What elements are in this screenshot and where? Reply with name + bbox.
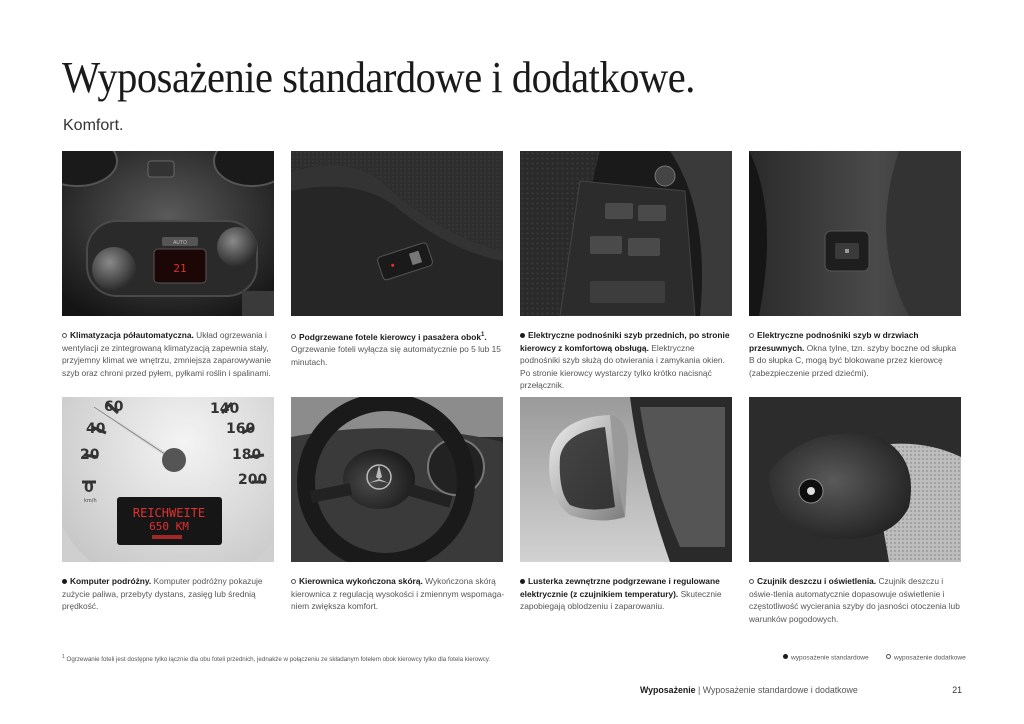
optional-marker-icon — [749, 333, 754, 338]
caption-front-windows — [520, 329, 734, 392]
caption-rain-sensor — [749, 575, 963, 625]
caption-title: Klimatyzacja półautomatyczna. — [70, 330, 194, 340]
caption-title: Kierownica wykończona skórą. — [299, 576, 423, 586]
climate-readout: 21 — [173, 262, 187, 275]
footer-subsection: Wyposażenie standardowe i dodatkowe — [702, 685, 858, 695]
trip-display-line2: 650 KM — [149, 520, 189, 533]
page-subtitle: Komfort. — [63, 117, 124, 134]
caption-trip-computer — [62, 575, 276, 613]
gauge-tick-label: 140 — [210, 401, 240, 417]
page-number: 21 — [952, 685, 962, 695]
caption-climate — [62, 329, 276, 379]
photo-seat-heating — [291, 151, 503, 316]
caption-title: Czujnik deszczu i oświetlenia. — [757, 576, 877, 586]
footer-section: Wyposażenie — [640, 685, 696, 695]
gauge-tick-label: 200 — [238, 472, 268, 488]
caption-title: Komputer podróżny. — [70, 576, 152, 586]
optional-marker-icon — [291, 334, 296, 339]
legend-optional: wyposażenie dodatkowe — [886, 654, 966, 662]
caption-title: Lusterka zewnętrzne podgrzewane i regulowane elektrycznie (z czujnikiem temperatury). — [520, 576, 720, 599]
standard-marker-icon — [520, 333, 525, 338]
footer-separator: | — [698, 685, 701, 695]
gauge-tick-label: 60 — [104, 399, 124, 415]
caption-text: Okna tylne, tzn. szyby boczne od słupka B do słupka C, mogą być blokowane przez kierowcę (zabezpieczenie przed dziećmi). — [749, 342, 957, 378]
caption-text: Układ ogrzewania i wentylacji ze zintegrowaną klimatyzacją zapewnia stały, przyjemny klimat we wnętrzu, zmniejsza zaparowywanie szyb oraz chroni przed pyłem, pyłkami roślin i spalinami. — [62, 330, 271, 378]
caption-mirrors — [520, 575, 734, 613]
optional-marker-icon — [749, 579, 754, 584]
gauge-tick-label: 180 — [232, 447, 262, 463]
caption-text: Wykończona skórą kierownica z regulacją wysokości i zmiennym wspomaga-niem zwiększa komfort. — [291, 576, 505, 612]
page-footer — [640, 685, 962, 695]
photo-front-window-switches — [520, 151, 732, 316]
gauge-tick-label: 160 — [226, 421, 256, 437]
standard-marker-icon — [62, 579, 67, 584]
caption-title: Podgrzewane fotele kierowcy i pasażera obok$^1$. — [299, 331, 487, 342]
caption-title: Elektryczne podnośniki szyb w drzwiach przesuwnych. — [749, 330, 919, 353]
caption-text: Ogrzewanie foteli wyłącza się automatycznie po 5 lub 15 minutach. — [291, 344, 501, 367]
caption-steering-wheel — [291, 575, 505, 613]
standard-marker-icon — [783, 654, 788, 659]
caption-sliding-windows — [749, 329, 963, 379]
caption-seat-heating — [291, 329, 505, 369]
optional-marker-icon — [291, 579, 296, 584]
photo-climate-control — [62, 151, 274, 316]
photo-exterior-mirror — [520, 397, 732, 562]
footnote: $^1$ Ogrzewanie foteli jest dostępne tylko łącznie dla obu foteli przednich, jednakże w połączeniu ze składanym fotelem obok kierowcy tylko dla fotela kierowcy. — [62, 654, 491, 664]
caption-text: Komputer podróżny pokazuje zużycie paliwa, przebyty dystans, zasięg lub średnią prędkość. — [62, 576, 263, 612]
gauge-tick-label: 40 — [86, 421, 106, 437]
legend-standard: wyposażenie standardowe — [783, 654, 869, 662]
optional-marker-icon — [886, 654, 891, 659]
standard-marker-icon — [520, 579, 525, 584]
page-title: Wyposażenie standardowe i dodatkowe. — [62, 53, 695, 102]
photo-steering-wheel — [291, 397, 503, 562]
photo-rain-light-sensor — [749, 397, 961, 562]
gauge-tick-label: 0 — [84, 480, 94, 496]
photo-sliding-door-switch — [749, 151, 961, 316]
caption-text: Elektryczne podnośniki szyb służą do otwierania i zamykania okien. Po stronie kierowcy wystarczy tylko krótko nacisnąć przełącznik. — [520, 342, 725, 391]
photo-trip-computer — [62, 397, 274, 562]
trip-display-line1: REICHWEITE — [132, 506, 206, 520]
gauge-tick-label: 20 — [80, 447, 100, 463]
caption-title: Elektryczne podnośniki szyb przednich, po stronie kierowcy z komfortową obsługą. — [520, 330, 730, 353]
climate-auto-label: AUTO — [173, 240, 187, 246]
caption-text: Czujnik deszczu i oświe-tlenia automatycznie dopasowuje oświetlenie i częstotliwość wycierania szyby do jasności otoczenia lub warunków pogodowych. — [749, 576, 960, 624]
optional-marker-icon — [62, 333, 67, 338]
caption-text: Skutecznie zapobiegają oblodzeniu i zaparowaniu. — [520, 588, 722, 612]
gauge-unit: km/h — [84, 498, 97, 504]
